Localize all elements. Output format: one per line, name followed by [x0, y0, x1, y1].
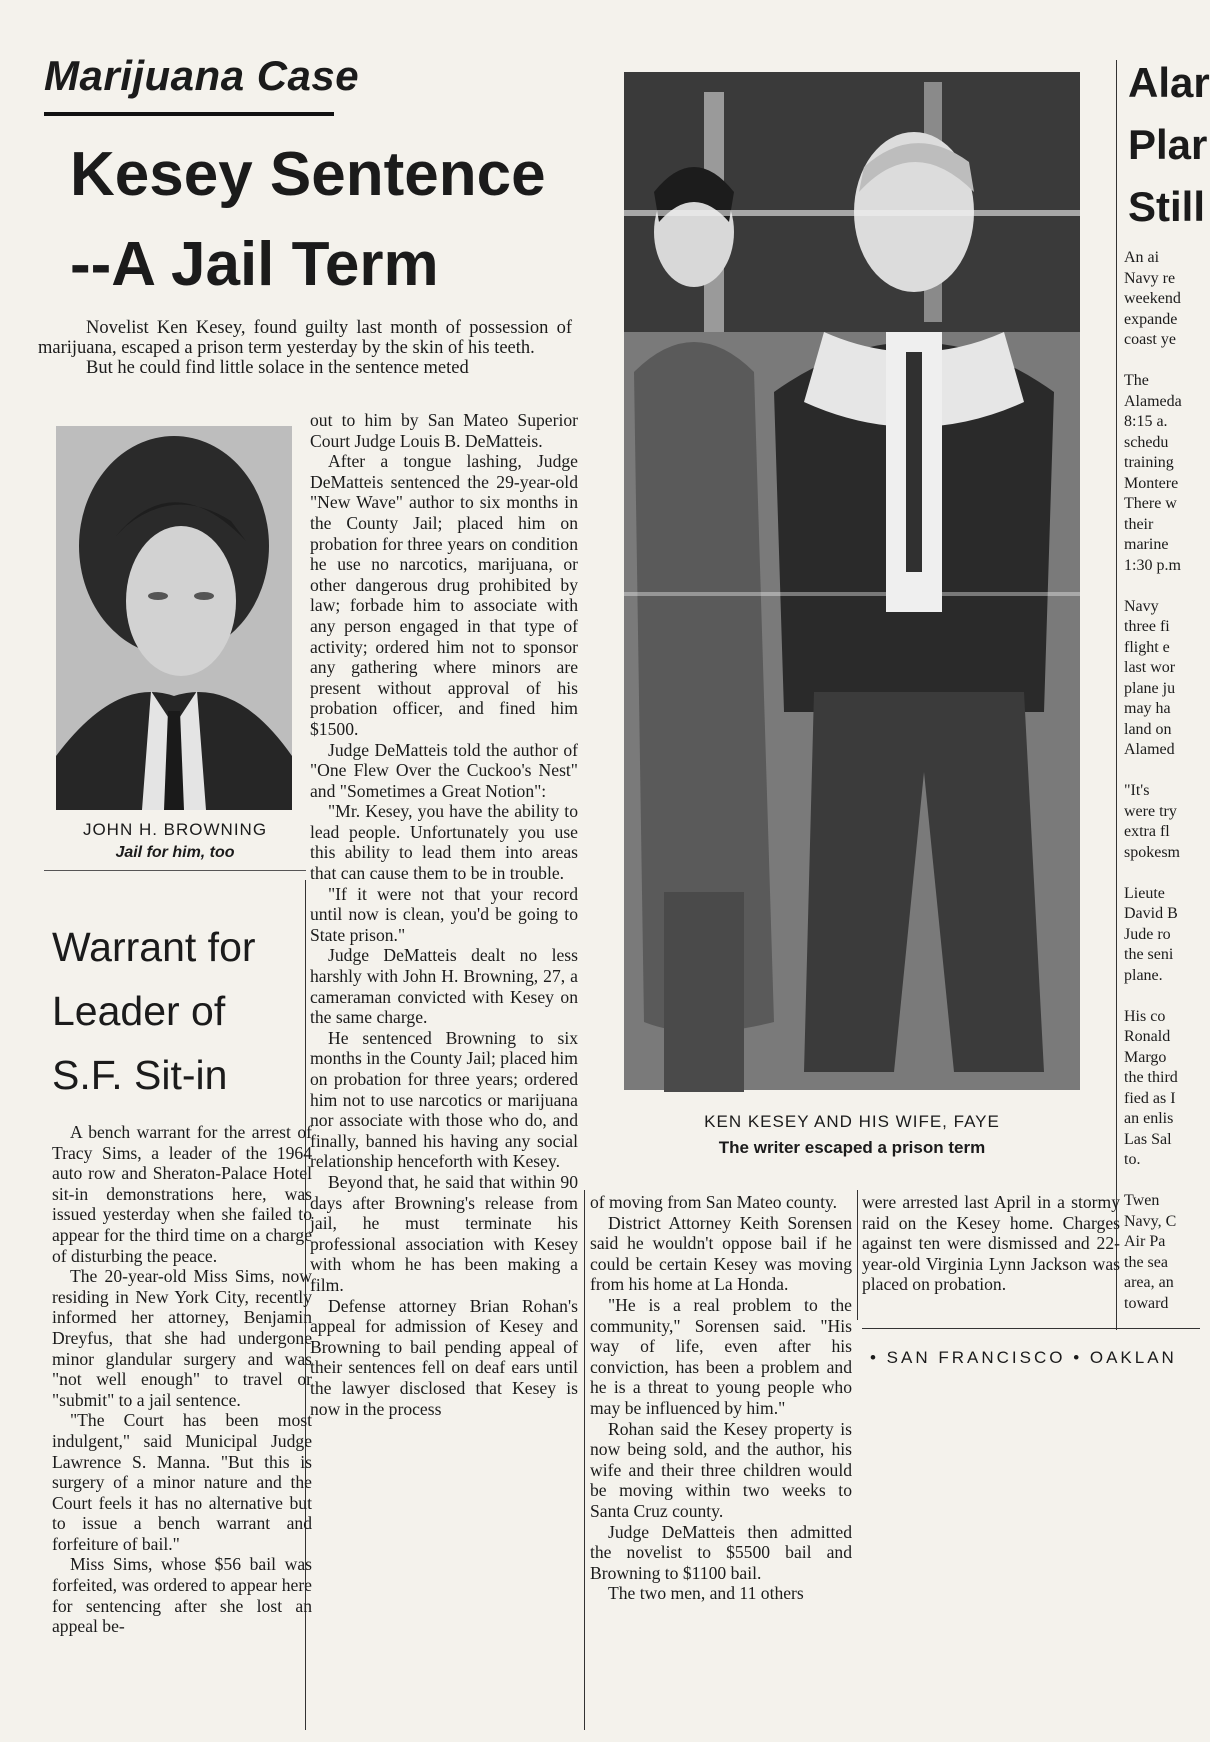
side-story-line: The: [1124, 372, 1149, 389]
paragraph: The 20-year-old Miss Sims, now residing in New York City, recently informed her attorney, Benjamin Dreyfus, that she had undergone minor glandular surgery and was "not well enough" to travel or "submit" to a jail sentence.: [52, 1266, 312, 1410]
side-story-line: 1:30 p.m: [1124, 556, 1181, 574]
side-story-line: an enlis: [1124, 1110, 1174, 1127]
paragraph: District Attorney Keith Sorensen said he wouldn't oppose bail if he could be certain Kesey was moving from his home at La Honda.: [590, 1212, 852, 1295]
side-story-line: Ronald: [1124, 1028, 1171, 1045]
main-story-column-1: [310, 410, 578, 1419]
side-story-line: Air Pa: [1124, 1233, 1166, 1250]
side-headline: [1128, 52, 1210, 238]
main-story-column-2: [590, 1192, 852, 1604]
warrant-headline-line: Warrant for: [52, 924, 256, 970]
paragraph: "He is a real problem to the community," Sorensen said. "His way of life, even after his conviction, has been a problem and he is a threat to young people who may be influenced by him.": [590, 1294, 852, 1418]
side-story-line: Margo: [1124, 1048, 1167, 1066]
side-story-line: marine: [1124, 536, 1169, 553]
side-story-line: plane ju: [1124, 679, 1176, 697]
paragraph: A bench warrant for the arrest of Tracy Sims, a leader of the 1964 auto row and Sheraton-Palace Hotel sit-in demonstrations here, was issued yesterday when she failed to appear for the third time on a charge of disturbing the peace.: [52, 1122, 312, 1266]
side-story-line: [1124, 761, 1200, 782]
main-story-column-3: [862, 1192, 1120, 1295]
headline-line-2: --A Jail Term: [70, 230, 439, 299]
side-story-line: "It's: [1124, 782, 1150, 799]
side-story-line: expande: [1124, 310, 1178, 328]
side-story-line: Twen: [1124, 1192, 1160, 1209]
side-story-line: Navy: [1124, 597, 1159, 615]
photo-caption-name: KEN KESEY AND HIS WIFE, FAYE: [704, 1112, 1000, 1131]
side-story-line: Montere: [1124, 474, 1179, 492]
headline-line-1: Kesey Sentence: [70, 140, 546, 209]
side-story-line: Navy re: [1124, 269, 1176, 287]
side-story-line: There w: [1124, 495, 1177, 512]
side-story-line: His co: [1124, 1007, 1166, 1025]
side-story-line: their: [1124, 515, 1154, 533]
side-story-line: weekend: [1124, 290, 1181, 307]
kicker-rule: [44, 112, 334, 116]
portrait-caption-sub: Jail for him, too: [115, 844, 235, 861]
side-story-line: to.: [1124, 1151, 1141, 1168]
side-story-line: [1124, 1171, 1200, 1192]
side-story-line: Las Sal: [1124, 1130, 1172, 1148]
side-story-line: fied as I: [1124, 1089, 1176, 1107]
side-story-line: 8:15 a.: [1124, 413, 1168, 430]
side-story-line: Jude ro: [1124, 925, 1171, 943]
paragraph: Defense attorney Brian Rohan's appeal for admission of Kesey and Browning to bail pending appeal of their sentences fell on deaf ears until the lawyer disclosed that Kesey is now in the process: [310, 1295, 578, 1419]
paragraph: Miss Sims, whose $56 bail was forfeited, was ordered to appear here for sentencing after she lost an appeal be-: [52, 1554, 312, 1637]
dateline: • SAN FRANCISCO • OAKLAN: [870, 1348, 1177, 1367]
portrait-image: [56, 426, 292, 810]
portrait-caption-name: JOHN H. BROWNING: [82, 820, 268, 839]
main-headline: [70, 130, 546, 310]
column-rule: [857, 1190, 858, 1320]
side-story-line: plane.: [1124, 966, 1163, 984]
side-story-line: coast ye: [1124, 331, 1176, 348]
side-story-line: David B: [1124, 905, 1178, 922]
lede-paragraph: Novelist Ken Kesey, found guilty last month of possession of marijuana, escaped a prison term yesterday by the skin of his teeth.: [38, 318, 572, 358]
side-story-line: schedu: [1124, 433, 1169, 451]
side-story-line: flight e: [1124, 638, 1170, 656]
side-story-line: [1124, 986, 1200, 1007]
side-story-line: [1124, 351, 1200, 372]
column-rule: [1116, 60, 1117, 1330]
paragraph: "If it were not that your record until now is clean, you'd be going to State prison.": [310, 883, 578, 945]
side-story-line: the third: [1124, 1069, 1178, 1086]
side-story-line: Alamed: [1124, 741, 1175, 758]
paragraph: Judge DeMatteis then admitted the novelist to $5500 bail and Browning to $1100 bail.: [590, 1521, 852, 1583]
warrant-story-body: [52, 1122, 312, 1637]
warrant-headline-line: S.F. Sit-in: [52, 1052, 228, 1098]
paragraph: "The Court has been most indulgent," said Municipal Judge Lawrence S. Manna. "But this is surgery of a minor nature and the Court feels it has no alternative but to issue a bench warrant and forfeiture of bail.": [52, 1410, 312, 1554]
paragraph: of moving from San Mateo county.: [590, 1192, 838, 1212]
lede: [38, 318, 572, 378]
side-headline-line: Alar: [1128, 59, 1210, 106]
side-story-body: [1124, 248, 1200, 1314]
paragraph: "Mr. Kesey, you have the ability to lead people. Unfortunately you use this ability to lead them into areas that can cause them to be in trouble.: [310, 801, 578, 884]
side-story-line: Alameda: [1124, 392, 1182, 410]
warrant-headline-line: Leader of: [52, 988, 226, 1034]
side-story-line: last wor: [1124, 659, 1176, 676]
side-story-line: toward: [1124, 1294, 1169, 1312]
side-story-line: training: [1124, 454, 1174, 471]
side-story-line: area, an: [1124, 1274, 1174, 1291]
side-story-line: extra fl: [1124, 823, 1170, 840]
column-rule: [584, 1190, 585, 1730]
side-story-line: Lieute: [1124, 884, 1165, 902]
browning-portrait: [56, 426, 292, 810]
warrant-headline: [52, 915, 302, 1107]
paragraph: Beyond that, he said that within 90 days after Browning's release from jail, he must terminate his professional association with Kesey with whom he has been making a film.: [310, 1171, 578, 1295]
photo-caption-sub: The writer escaped a prison term: [718, 1138, 986, 1157]
photo-image: [624, 72, 1080, 1090]
side-story-line: spokesm: [1124, 843, 1180, 861]
paragraph: Judge DeMatteis dealt no less harshly with John H. Browning, 27, a cameraman convicted with Kesey on the same charge.: [310, 945, 578, 1028]
paragraph: Judge DeMatteis told the author of "One Flew Over the Cuckoo's Nest" and "Sometimes a Great Notion":: [310, 739, 578, 801]
side-story-line: three fi: [1124, 618, 1170, 635]
paragraph: were arrested last April in a stormy raid on the Kesey home. Charges against ten were dismissed and 22-year-old Virginia Lynn Jackson was placed on probation.: [862, 1192, 1120, 1295]
paragraph: Rohan said the Kesey property is now being sold, and the author, his wife and their three children would be moving within two weeks to Santa Cruz county.: [590, 1418, 852, 1521]
section-rule: [44, 870, 306, 871]
side-story-line: [1124, 863, 1200, 884]
lede-paragraph: But he could find little solace in the sentence meted: [86, 358, 469, 378]
side-headline-line: Plar: [1128, 121, 1208, 168]
side-story-line: An ai: [1124, 249, 1160, 266]
kicker: Marijuana Case: [44, 52, 360, 99]
side-story-line: may ha: [1124, 700, 1171, 717]
side-story-line: were try: [1124, 802, 1177, 820]
side-story-line: the sea: [1124, 1253, 1168, 1271]
side-story-line: [1124, 576, 1200, 597]
paragraph: out to him by San Mateo Superior Court Judge Louis B. DeMatteis.: [310, 410, 578, 451]
paragraph: After a tongue lashing, Judge DeMatteis sentenced the 29-year-old "New Wave" author to six months in the County Jail; placed him on probation for three years on condition he use no narcotics, marijuana, or other dangerous drug prohibited by law; forbade him to associate with any person engaged in that type of activity; ordered him not to sponsor any gathering where minors are present without approval of his probation officer, and fined him $1500.: [310, 451, 578, 739]
side-story-line: Navy, C: [1124, 1212, 1177, 1230]
paragraph: He sentenced Browning to six months in the County Jail; placed him on probation for three years; ordered him not to use narcotics or marijuana nor associate with those who do, and finally, banned his having any social relationship henceforth with Kesey.: [310, 1027, 578, 1172]
kesey-photo: [624, 72, 1080, 1090]
section-rule: [862, 1328, 1200, 1329]
side-story-line: land on: [1124, 720, 1172, 738]
side-story-line: the seni: [1124, 946, 1174, 963]
side-headline-line: Still: [1128, 183, 1206, 230]
paragraph: The two men, and 11 others: [608, 1583, 804, 1604]
